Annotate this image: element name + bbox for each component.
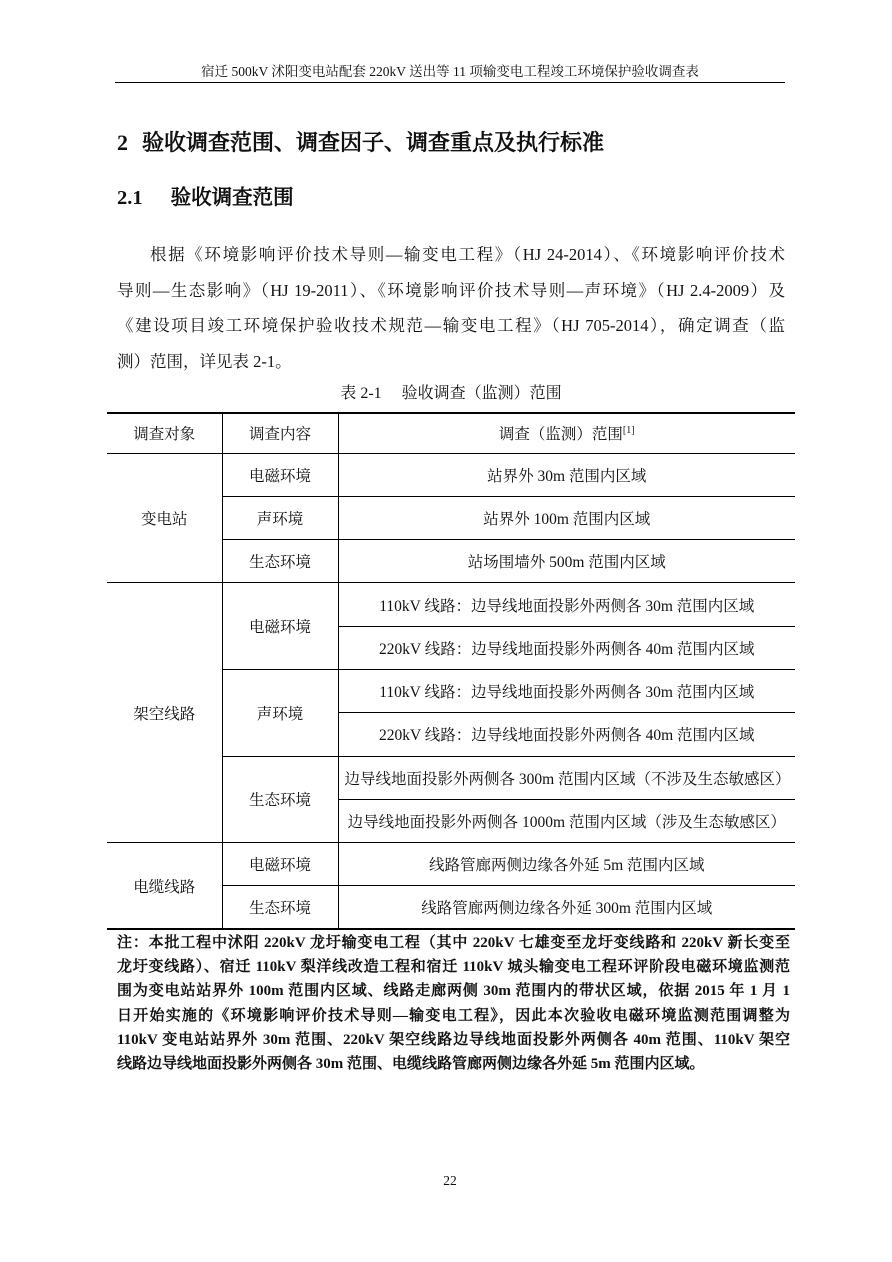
table-row xyxy=(107,843,795,886)
note-line: 注：本批工程中沭阳 220kV 龙圩输变电工程（其中 220kV 七雄变至龙圩变线路和 220kV 新长变至 xyxy=(117,935,790,951)
note-line: 龙圩变线路）、宿迁 110kV 梨洋线改造工程和宿迁 110kV 城头输变电工程环评阶段电磁环境监测范 xyxy=(117,959,790,976)
table-row xyxy=(107,583,795,626)
cell-range: 110kV 线路：边导线地面投影外两侧各 30m 范围内区域 xyxy=(338,583,795,626)
cell-range: 220kV 线路：边导线地面投影外两侧各 40m 范围内区域 xyxy=(338,626,795,669)
header-object: 调查对象 xyxy=(107,413,222,453)
running-header: 宿迁 500kV 沭阳变电站配套 220kV 送出等 11 项输变电工程竣工环境保护验收调查表 xyxy=(115,62,785,83)
note-line: 围为变电站站界外 100m 范围内区域、线路走廊两侧 30m 范围内的带状区域，依据 2015 年 1 月 1 xyxy=(117,983,790,1000)
cell-range: 线路管廊两侧边缘各外延 300m 范围内区域 xyxy=(338,886,795,929)
note-line: 线路边导线地面投影外两侧各 30m 范围、电缆线路管廊两侧边缘各外延 5m 范围内区域。 xyxy=(117,1055,705,1072)
section-title: 验收调查范围、调查因子、调查重点及执行标准 xyxy=(142,130,605,155)
table-caption-label: 表 2-1 xyxy=(340,385,382,402)
header-range xyxy=(338,413,795,453)
table-row xyxy=(107,453,795,496)
header-content: 调查内容 xyxy=(222,413,338,453)
cell-range: 线路管廊两侧边缘各外延 5m 范围内区域 xyxy=(338,843,795,886)
section-number: 2 xyxy=(117,130,128,155)
table-caption xyxy=(107,382,795,406)
header-range-label: 调查（监测）范围 xyxy=(498,426,623,444)
paragraph-line: 测）范围，详见表 2-1。 xyxy=(117,352,292,372)
cell-content: 生态环境 xyxy=(222,886,338,929)
cell-object: 架空线路 xyxy=(107,583,222,843)
cell-content: 声环境 xyxy=(222,669,338,756)
note-line: 日开始实施的《环境影响评价技术导则—输变电工程》，因此本次验收电磁环境监测范围调整为 xyxy=(117,1007,790,1024)
footnote-ref: [1] xyxy=(622,425,635,437)
subsection-number: 2.1 xyxy=(117,187,143,209)
cell-content: 声环境 xyxy=(222,496,338,539)
table-caption-title: 验收调查（监测）范围 xyxy=(401,385,562,402)
subsection-title: 验收调查范围 xyxy=(170,187,294,209)
cell-object: 电缆线路 xyxy=(107,843,222,930)
cell-range: 边导线地面投影外两侧各 1000m 范围内区域（涉及生态敏感区） xyxy=(338,799,795,842)
cell-content: 生态环境 xyxy=(222,756,338,843)
subsection-heading xyxy=(117,184,787,212)
cell-content: 电磁环境 xyxy=(222,583,338,670)
table-note xyxy=(117,931,790,1076)
paragraph-line: 导则—生态影响》（HJ 19-2011）、《环境影响评价技术导则—声环境》（HJ 2.4-2009）及 xyxy=(117,280,785,300)
cell-content: 电磁环境 xyxy=(222,843,338,886)
paragraph-line: 《建设项目竣工环境保护验收技术规范—输变电工程》（HJ 705-2014），确定调查（监 xyxy=(117,316,785,336)
cell-range: 110kV 线路：边导线地面投影外两侧各 30m 范围内区域 xyxy=(338,669,795,712)
survey-range-table xyxy=(107,412,795,930)
paragraph-line: 根据《环境影响评价技术导则—输变电工程》（HJ 24-2014）、《环境影响评价技术 xyxy=(150,245,785,264)
cell-range: 220kV 线路：边导线地面投影外两侧各 40m 范围内区域 xyxy=(338,713,795,756)
table-header-row xyxy=(107,413,795,453)
cell-object: 变电站 xyxy=(107,453,222,583)
cell-range: 边导线地面投影外两侧各 300m 范围内区域（不涉及生态敏感区） xyxy=(338,756,795,799)
page-number: 22 xyxy=(443,1173,457,1188)
cell-content: 电磁环境 xyxy=(222,453,338,496)
cell-range: 站场围墙外 500m 范围内区域 xyxy=(338,540,795,583)
cell-range: 站界外 100m 范围内区域 xyxy=(338,496,795,539)
cell-range: 站界外 30m 范围内区域 xyxy=(338,453,795,496)
cell-content: 生态环境 xyxy=(222,540,338,583)
note-line: 110kV 变电站站界外 30m 范围、220kV 架空线路边导线地面投影外两侧各 40m 范围、110kV 架空 xyxy=(117,1031,790,1048)
body-paragraph xyxy=(117,237,785,380)
section-heading xyxy=(117,128,787,158)
